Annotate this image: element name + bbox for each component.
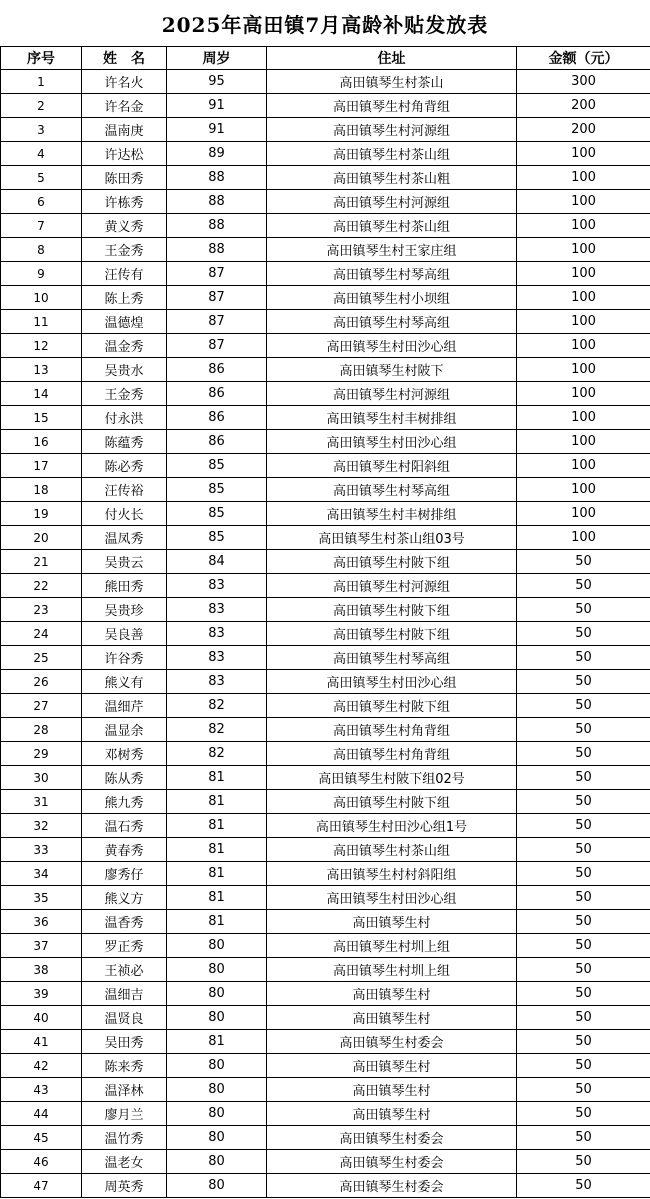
cell-age: 87	[167, 262, 267, 286]
cell-name: 陈来秀	[82, 1054, 167, 1078]
cell-age: 80	[167, 934, 267, 958]
cell-address: 高田镇琴生村	[267, 910, 517, 934]
table-row	[1, 286, 650, 310]
table-row	[1, 694, 650, 718]
cell-amount: 100	[517, 358, 650, 382]
cell-amount: 50	[517, 1054, 650, 1078]
cell-index: 37	[1, 934, 82, 958]
cell-name: 熊义有	[82, 670, 167, 694]
table-row	[1, 1078, 650, 1102]
cell-name: 温细吉	[82, 982, 167, 1006]
cell-address: 高田镇琴生村河源组	[267, 382, 517, 406]
cell-age: 88	[167, 238, 267, 262]
header-name: 姓 名	[82, 47, 167, 70]
cell-address: 高田镇琴生村陂下组02号	[267, 766, 517, 790]
cell-name: 陈上秀	[82, 286, 167, 310]
cell-age: 81	[167, 886, 267, 910]
cell-amount: 50	[517, 694, 650, 718]
cell-name: 温南庚	[82, 118, 167, 142]
cell-age: 88	[167, 190, 267, 214]
table-row	[1, 454, 650, 478]
cell-address: 高田镇琴生村田沙心组	[267, 886, 517, 910]
cell-name: 王金秀	[82, 382, 167, 406]
cell-age: 85	[167, 454, 267, 478]
cell-address: 高田镇琴生村委会	[267, 1030, 517, 1054]
cell-name: 陈田秀	[82, 166, 167, 190]
cell-index: 3	[1, 118, 82, 142]
table-row	[1, 502, 650, 526]
cell-amount: 50	[517, 1078, 650, 1102]
cell-amount: 50	[517, 670, 650, 694]
cell-name: 温细芹	[82, 694, 167, 718]
cell-index: 21	[1, 550, 82, 574]
cell-age: 86	[167, 358, 267, 382]
cell-age: 81	[167, 910, 267, 934]
cell-age: 85	[167, 478, 267, 502]
cell-amount: 100	[517, 166, 650, 190]
cell-name: 廖月兰	[82, 1102, 167, 1126]
cell-index: 30	[1, 766, 82, 790]
cell-address: 高田镇琴生村村斜阳组	[267, 862, 517, 886]
cell-name: 汪传裕	[82, 478, 167, 502]
table-row	[1, 550, 650, 574]
cell-age: 80	[167, 1078, 267, 1102]
cell-name: 黄春秀	[82, 838, 167, 862]
table-row	[1, 166, 650, 190]
cell-index: 38	[1, 958, 82, 982]
cell-index: 20	[1, 526, 82, 550]
cell-name: 陈蕴秀	[82, 430, 167, 454]
cell-amount: 50	[517, 1126, 650, 1150]
cell-address: 高田镇琴生村陂下组	[267, 550, 517, 574]
cell-name: 许栋秀	[82, 190, 167, 214]
cell-name: 熊田秀	[82, 574, 167, 598]
cell-age: 82	[167, 694, 267, 718]
cell-index: 13	[1, 358, 82, 382]
table-row	[1, 598, 650, 622]
table-row	[1, 958, 650, 982]
cell-address: 高田镇琴生村角背组	[267, 94, 517, 118]
cell-name: 陈必秀	[82, 454, 167, 478]
cell-name: 付永洪	[82, 406, 167, 430]
cell-index: 23	[1, 598, 82, 622]
cell-amount: 100	[517, 430, 650, 454]
cell-age: 86	[167, 382, 267, 406]
cell-age: 80	[167, 982, 267, 1006]
header-index: 序号	[1, 47, 82, 70]
table-row	[1, 718, 650, 742]
cell-age: 83	[167, 646, 267, 670]
cell-age: 80	[167, 1006, 267, 1030]
cell-age: 81	[167, 814, 267, 838]
cell-name: 吴田秀	[82, 1030, 167, 1054]
cell-index: 46	[1, 1150, 82, 1174]
cell-index: 29	[1, 742, 82, 766]
cell-name: 温竹秀	[82, 1126, 167, 1150]
cell-amount: 100	[517, 286, 650, 310]
cell-age: 85	[167, 502, 267, 526]
cell-index: 32	[1, 814, 82, 838]
table-row	[1, 262, 650, 286]
cell-address: 高田镇琴生村琴高组	[267, 262, 517, 286]
table-row	[1, 1150, 650, 1174]
cell-age: 80	[167, 1102, 267, 1126]
table-row	[1, 1102, 650, 1126]
cell-index: 6	[1, 190, 82, 214]
cell-age: 83	[167, 670, 267, 694]
table-row	[1, 1126, 650, 1150]
cell-name: 罗正秀	[82, 934, 167, 958]
table-row	[1, 430, 650, 454]
cell-age: 83	[167, 574, 267, 598]
table-row	[1, 838, 650, 862]
table-body	[1, 70, 650, 1198]
cell-amount: 50	[517, 646, 650, 670]
cell-name: 周英秀	[82, 1174, 167, 1198]
cell-index: 39	[1, 982, 82, 1006]
cell-index: 4	[1, 142, 82, 166]
cell-index: 36	[1, 910, 82, 934]
header-amount: 金额（元）	[517, 47, 650, 70]
table-row	[1, 886, 650, 910]
cell-amount: 100	[517, 238, 650, 262]
table-row	[1, 1054, 650, 1078]
cell-index: 5	[1, 166, 82, 190]
cell-name: 熊义方	[82, 886, 167, 910]
cell-age: 82	[167, 742, 267, 766]
cell-index: 17	[1, 454, 82, 478]
cell-amount: 200	[517, 94, 650, 118]
cell-name: 黄义秀	[82, 214, 167, 238]
cell-amount: 300	[517, 70, 650, 94]
table-row	[1, 982, 650, 1006]
cell-amount: 50	[517, 1102, 650, 1126]
cell-amount: 100	[517, 334, 650, 358]
cell-amount: 100	[517, 454, 650, 478]
table-row	[1, 310, 650, 334]
cell-name: 王祯必	[82, 958, 167, 982]
cell-index: 42	[1, 1054, 82, 1078]
cell-address: 高田镇琴生村陂下组	[267, 622, 517, 646]
cell-index: 24	[1, 622, 82, 646]
table-row	[1, 238, 650, 262]
cell-address: 高田镇琴生村丰树排组	[267, 406, 517, 430]
cell-name: 许达松	[82, 142, 167, 166]
table-row	[1, 190, 650, 214]
cell-index: 44	[1, 1102, 82, 1126]
cell-amount: 100	[517, 382, 650, 406]
cell-name: 温石秀	[82, 814, 167, 838]
cell-amount: 100	[517, 214, 650, 238]
cell-index: 15	[1, 406, 82, 430]
table-row	[1, 334, 650, 358]
cell-index: 28	[1, 718, 82, 742]
cell-index: 22	[1, 574, 82, 598]
cell-index: 10	[1, 286, 82, 310]
cell-name: 许名火	[82, 70, 167, 94]
cell-address: 高田镇琴生村田沙心组	[267, 334, 517, 358]
cell-age: 88	[167, 214, 267, 238]
table-row	[1, 574, 650, 598]
cell-name: 温凤秀	[82, 526, 167, 550]
table-row	[1, 118, 650, 142]
cell-name: 陈从秀	[82, 766, 167, 790]
page-title: 2025年高田镇7月高龄补贴发放表	[161, 13, 489, 37]
cell-address: 高田镇琴生村圳上组	[267, 958, 517, 982]
cell-age: 81	[167, 862, 267, 886]
cell-amount: 100	[517, 190, 650, 214]
cell-amount: 50	[517, 766, 650, 790]
cell-amount: 50	[517, 1174, 650, 1198]
cell-index: 12	[1, 334, 82, 358]
table-row	[1, 142, 650, 166]
cell-amount: 200	[517, 118, 650, 142]
table-row	[1, 526, 650, 550]
cell-address: 高田镇琴生村角背组	[267, 742, 517, 766]
cell-age: 87	[167, 334, 267, 358]
subsidy-table	[0, 46, 650, 1198]
cell-name: 吴贵云	[82, 550, 167, 574]
cell-amount: 50	[517, 982, 650, 1006]
cell-amount: 50	[517, 814, 650, 838]
cell-address: 高田镇琴生村阳斜组	[267, 454, 517, 478]
cell-age: 86	[167, 406, 267, 430]
cell-address: 高田镇琴生村小坝组	[267, 286, 517, 310]
cell-address: 高田镇琴生村河源组	[267, 190, 517, 214]
cell-age: 81	[167, 790, 267, 814]
cell-address: 高田镇琴生村河源组	[267, 118, 517, 142]
cell-amount: 50	[517, 574, 650, 598]
cell-address: 高田镇琴生村丰树排组	[267, 502, 517, 526]
cell-address: 高田镇琴生村茶山组	[267, 214, 517, 238]
cell-age: 86	[167, 430, 267, 454]
cell-amount: 50	[517, 862, 650, 886]
table-row	[1, 934, 650, 958]
cell-age: 91	[167, 118, 267, 142]
cell-name: 温显余	[82, 718, 167, 742]
cell-name: 温金秀	[82, 334, 167, 358]
cell-amount: 50	[517, 598, 650, 622]
cell-index: 9	[1, 262, 82, 286]
cell-name: 许谷秀	[82, 646, 167, 670]
cell-amount: 50	[517, 1006, 650, 1030]
cell-index: 16	[1, 430, 82, 454]
table-row	[1, 1174, 650, 1198]
cell-age: 80	[167, 958, 267, 982]
cell-address: 高田镇琴生村茶山	[267, 70, 517, 94]
cell-name: 温香秀	[82, 910, 167, 934]
cell-address: 高田镇琴生村陂下组	[267, 790, 517, 814]
cell-amount: 50	[517, 934, 650, 958]
table-row	[1, 358, 650, 382]
cell-address: 高田镇琴生村河源组	[267, 574, 517, 598]
cell-index: 25	[1, 646, 82, 670]
cell-age: 80	[167, 1054, 267, 1078]
cell-amount: 50	[517, 1150, 650, 1174]
cell-address: 高田镇琴生村琴高组	[267, 478, 517, 502]
cell-name: 邓树秀	[82, 742, 167, 766]
cell-address: 高田镇琴生村琴高组	[267, 310, 517, 334]
cell-index: 45	[1, 1126, 82, 1150]
cell-address: 高田镇琴生村王家庄组	[267, 238, 517, 262]
cell-age: 87	[167, 286, 267, 310]
cell-address: 高田镇琴生村委会	[267, 1174, 517, 1198]
table-row	[1, 670, 650, 694]
cell-age: 84	[167, 550, 267, 574]
cell-index: 33	[1, 838, 82, 862]
table-row	[1, 1006, 650, 1030]
table-row	[1, 766, 650, 790]
cell-index: 7	[1, 214, 82, 238]
cell-name: 廖秀仔	[82, 862, 167, 886]
cell-age: 83	[167, 622, 267, 646]
cell-amount: 100	[517, 262, 650, 286]
cell-address: 高田镇琴生村陂下	[267, 358, 517, 382]
cell-address: 高田镇琴生村茶山组	[267, 142, 517, 166]
table-row	[1, 214, 650, 238]
cell-amount: 50	[517, 622, 650, 646]
cell-address: 高田镇琴生村	[267, 1078, 517, 1102]
cell-index: 1	[1, 70, 82, 94]
header-row	[1, 47, 650, 70]
header-age: 周岁	[167, 47, 267, 70]
cell-index: 35	[1, 886, 82, 910]
cell-amount: 100	[517, 406, 650, 430]
cell-index: 43	[1, 1078, 82, 1102]
header-address: 住址	[267, 47, 517, 70]
cell-address: 高田镇琴生村	[267, 982, 517, 1006]
cell-address: 高田镇琴生村陂下组	[267, 694, 517, 718]
cell-amount: 100	[517, 502, 650, 526]
table-row	[1, 646, 650, 670]
cell-address: 高田镇琴生村茶山粗	[267, 166, 517, 190]
cell-amount: 50	[517, 910, 650, 934]
cell-address: 高田镇琴生村茶山组	[267, 838, 517, 862]
cell-amount: 50	[517, 886, 650, 910]
cell-amount: 100	[517, 478, 650, 502]
cell-amount: 50	[517, 838, 650, 862]
cell-address: 高田镇琴生村田沙心组	[267, 670, 517, 694]
cell-age: 81	[167, 766, 267, 790]
table-row	[1, 1030, 650, 1054]
table-row	[1, 70, 650, 94]
cell-amount: 50	[517, 1030, 650, 1054]
cell-name: 王金秀	[82, 238, 167, 262]
table-row	[1, 94, 650, 118]
cell-age: 80	[167, 1174, 267, 1198]
cell-index: 19	[1, 502, 82, 526]
cell-age: 82	[167, 718, 267, 742]
cell-address: 高田镇琴生村角背组	[267, 718, 517, 742]
cell-index: 11	[1, 310, 82, 334]
cell-name: 吴良善	[82, 622, 167, 646]
table-row	[1, 382, 650, 406]
cell-name: 温老女	[82, 1150, 167, 1174]
cell-name: 温泽林	[82, 1078, 167, 1102]
cell-address: 高田镇琴生村	[267, 1102, 517, 1126]
cell-address: 高田镇琴生村田沙心组	[267, 430, 517, 454]
cell-age: 89	[167, 142, 267, 166]
cell-age: 83	[167, 598, 267, 622]
cell-address: 高田镇琴生村委会	[267, 1126, 517, 1150]
cell-amount: 100	[517, 310, 650, 334]
cell-index: 18	[1, 478, 82, 502]
table-row	[1, 910, 650, 934]
table-row	[1, 814, 650, 838]
cell-address: 高田镇琴生村陂下组	[267, 598, 517, 622]
cell-address: 高田镇琴生村	[267, 1006, 517, 1030]
cell-name: 许名金	[82, 94, 167, 118]
cell-name: 汪传有	[82, 262, 167, 286]
cell-amount: 50	[517, 718, 650, 742]
cell-address: 高田镇琴生村委会	[267, 1150, 517, 1174]
cell-name: 温德煌	[82, 310, 167, 334]
cell-address: 高田镇琴生村圳上组	[267, 934, 517, 958]
cell-age: 87	[167, 310, 267, 334]
cell-address: 高田镇琴生村琴高组	[267, 646, 517, 670]
cell-age: 80	[167, 1126, 267, 1150]
cell-address: 高田镇琴生村茶山组03号	[267, 526, 517, 550]
cell-index: 31	[1, 790, 82, 814]
table-row	[1, 790, 650, 814]
cell-name: 熊九秀	[82, 790, 167, 814]
cell-name: 温贤良	[82, 1006, 167, 1030]
table-row	[1, 406, 650, 430]
cell-index: 47	[1, 1174, 82, 1198]
cell-index: 26	[1, 670, 82, 694]
cell-name: 付火长	[82, 502, 167, 526]
table-row	[1, 742, 650, 766]
cell-address: 高田镇琴生村	[267, 1054, 517, 1078]
cell-amount: 100	[517, 142, 650, 166]
cell-amount: 50	[517, 958, 650, 982]
cell-amount: 50	[517, 742, 650, 766]
cell-age: 85	[167, 526, 267, 550]
table-row	[1, 622, 650, 646]
cell-age: 81	[167, 838, 267, 862]
cell-index: 40	[1, 1006, 82, 1030]
cell-age: 91	[167, 94, 267, 118]
table-row	[1, 478, 650, 502]
cell-age: 81	[167, 1030, 267, 1054]
cell-index: 41	[1, 1030, 82, 1054]
cell-name: 吴贵水	[82, 358, 167, 382]
cell-age: 95	[167, 70, 267, 94]
cell-age: 88	[167, 166, 267, 190]
cell-index: 34	[1, 862, 82, 886]
cell-address: 高田镇琴生村田沙心组1号	[267, 814, 517, 838]
cell-name: 吴贵珍	[82, 598, 167, 622]
table-row	[1, 862, 650, 886]
cell-amount: 100	[517, 526, 650, 550]
cell-index: 27	[1, 694, 82, 718]
cell-index: 14	[1, 382, 82, 406]
cell-index: 8	[1, 238, 82, 262]
cell-age: 80	[167, 1150, 267, 1174]
cell-amount: 50	[517, 790, 650, 814]
cell-amount: 50	[517, 550, 650, 574]
cell-index: 2	[1, 94, 82, 118]
